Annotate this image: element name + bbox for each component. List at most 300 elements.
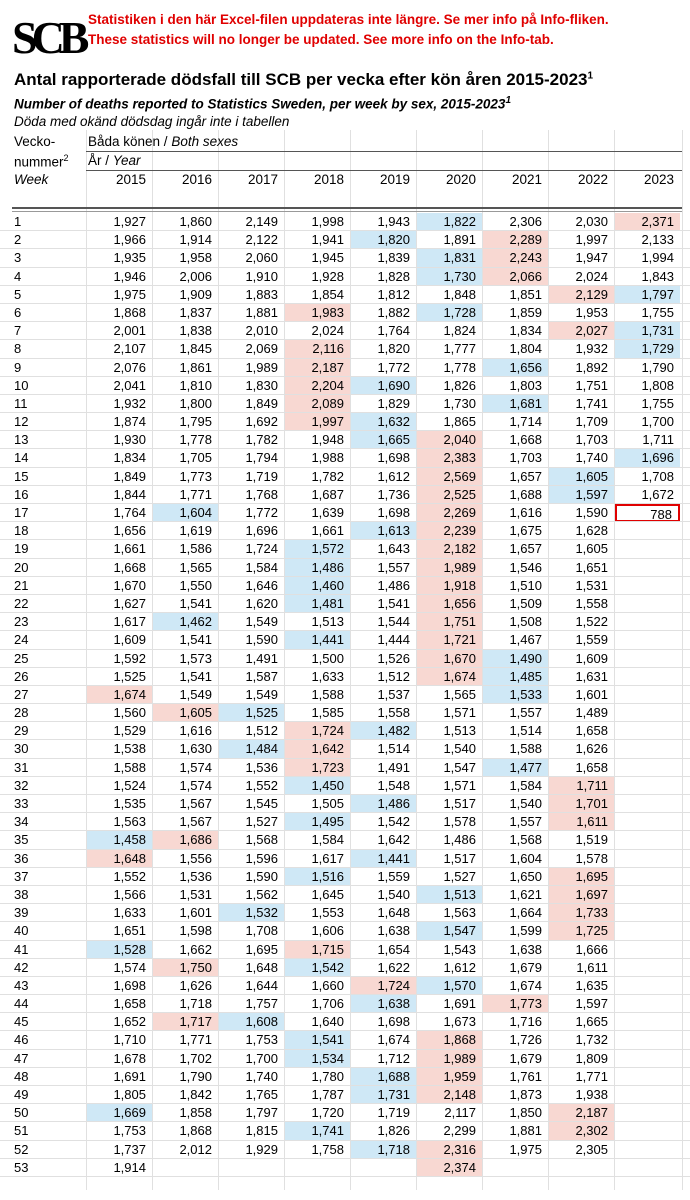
cell-2017: 1,512 — [245, 723, 278, 739]
cell-2016: 1,586 — [179, 541, 212, 557]
cell-2018: 2,024 — [311, 323, 344, 339]
cell-2022: 1,597 — [549, 486, 614, 504]
cell-2023 — [615, 1068, 680, 1086]
cell-2015: 1,661 — [113, 541, 146, 557]
cell-2018: 2,204 — [285, 377, 350, 395]
cell-2017: 1,620 — [245, 595, 278, 611]
cell-2020: 1,517 — [443, 850, 476, 866]
cell-2020: 1,513 — [443, 723, 476, 739]
week-number: 28 — [14, 705, 29, 721]
cell-2016: 1,800 — [179, 395, 212, 411]
table-row — [0, 722, 690, 740]
table-row — [0, 1086, 690, 1104]
cell-2017: 1,532 — [219, 904, 284, 922]
week-number: 31 — [14, 759, 29, 775]
cell-2016: 1,549 — [179, 686, 212, 702]
cell-2016: 1,556 — [179, 850, 212, 866]
cell-2023: 1,696 — [615, 449, 680, 467]
week-number: 14 — [14, 450, 29, 466]
cell-2022: 1,741 — [575, 395, 608, 411]
cell-2016: 1,842 — [179, 1087, 212, 1102]
cell-2021: 1,568 — [509, 832, 542, 848]
table-row — [0, 777, 690, 795]
cell-2022: 1,611 — [576, 959, 608, 975]
cell-2018: 1,486 — [285, 559, 350, 577]
cell-2017: 1,768 — [245, 486, 278, 502]
cell-2018: 1,782 — [311, 468, 344, 484]
cell-2015: 1,935 — [113, 250, 146, 266]
cell-2021: 1,508 — [509, 614, 542, 630]
week-number: 4 — [14, 268, 22, 284]
cell-2017: 1,562 — [245, 886, 278, 902]
cell-2021: 1,514 — [509, 723, 542, 739]
year-header-2023: 2023 — [643, 172, 674, 187]
cell-2022: 1,892 — [575, 359, 608, 375]
cell-2015: 2,107 — [113, 341, 146, 357]
cell-2019: 1,638 — [351, 995, 416, 1013]
week-number: 12 — [14, 414, 29, 430]
cell-2022: 1,590 — [575, 505, 608, 520]
week-number: 23 — [14, 614, 29, 630]
cell-2019: 1,612 — [377, 468, 410, 484]
header-underline — [86, 151, 682, 152]
cell-2023 — [615, 795, 680, 813]
week-number: 36 — [14, 850, 29, 866]
cell-2015: 1,710 — [113, 1032, 146, 1048]
table-row — [0, 704, 690, 722]
table-row — [0, 759, 690, 777]
cell-2015: 1,834 — [113, 450, 146, 466]
table-row — [0, 395, 690, 413]
header-year: År / Year — [88, 153, 141, 168]
cell-2023: 1,672 — [641, 486, 674, 502]
week-number: 52 — [14, 1141, 29, 1157]
cell-2016: 1,605 — [153, 704, 218, 722]
table-row — [0, 904, 690, 922]
cell-2023 — [615, 540, 680, 558]
cell-2021: 1,674 — [509, 977, 542, 993]
cell-2019: 1,544 — [377, 614, 410, 630]
table-row — [0, 1031, 690, 1049]
cell-2023 — [615, 559, 680, 577]
table-row — [0, 868, 690, 886]
cell-2021: 2,243 — [483, 249, 548, 267]
cell-2021: 1,859 — [509, 304, 542, 320]
cell-2023 — [615, 831, 680, 849]
cell-2020: 1,730 — [443, 395, 476, 411]
cell-2018: 2,089 — [285, 395, 350, 413]
cell-2018: 1,983 — [285, 304, 350, 322]
cell-2022: 2,302 — [549, 1122, 614, 1140]
table-row — [0, 304, 690, 322]
week-number: 37 — [14, 868, 29, 884]
cell-2021: 1,975 — [509, 1141, 542, 1157]
cell-2017: 1,484 — [219, 740, 284, 758]
week-number: 16 — [14, 486, 29, 502]
header-rule-2 — [12, 211, 682, 212]
cell-2022: 1,740 — [575, 450, 608, 466]
cell-2023 — [615, 995, 680, 1013]
cell-2021: 1,804 — [509, 341, 542, 357]
cell-2021: 1,485 — [483, 668, 548, 686]
cell-2016: 1,626 — [179, 977, 212, 993]
table-row — [0, 795, 690, 813]
cell-2020: 1,959 — [417, 1068, 482, 1086]
cell-2020: 1,547 — [443, 759, 476, 775]
cell-2022: 1,651 — [575, 559, 608, 575]
week-number: 22 — [14, 595, 29, 611]
table-row — [0, 631, 690, 649]
cell-2017: 1,696 — [245, 523, 278, 539]
cell-2015: 1,538 — [113, 741, 146, 757]
cell-2016: 1,860 — [179, 214, 212, 229]
cell-2019: 1,731 — [351, 1086, 416, 1104]
cell-2021: 1,509 — [509, 595, 542, 611]
week-number: 27 — [14, 686, 29, 702]
cell-2020: 1,918 — [417, 577, 482, 595]
table-row — [0, 359, 690, 377]
cell-2017: 1,708 — [245, 923, 278, 939]
cell-2017: 1,584 — [245, 559, 278, 575]
cell-2015: 1,529 — [113, 723, 146, 739]
cell-2016: 1,567 — [179, 814, 212, 830]
cell-2023 — [615, 577, 680, 595]
cell-2017: 1,590 — [245, 632, 278, 648]
cell-2019: 1,829 — [377, 395, 410, 411]
cell-2021: 1,657 — [509, 541, 542, 557]
cell-2023: 1,755 — [641, 304, 674, 320]
cell-2017: 1,794 — [245, 450, 278, 466]
cell-2022: 1,666 — [575, 941, 608, 957]
cell-2020: 1,674 — [417, 668, 482, 686]
cell-2017: 1,910 — [245, 268, 278, 284]
cell-2019: 1,648 — [377, 905, 410, 921]
cell-2023 — [615, 1050, 680, 1068]
cell-2015: 1,535 — [113, 796, 146, 811]
cell-2020: 1,673 — [443, 1014, 476, 1030]
table-row — [0, 577, 690, 595]
cell-2017: 1,797 — [245, 1105, 278, 1121]
cell-2020: 2,269 — [417, 504, 482, 522]
cell-2017: 1,757 — [245, 996, 278, 1012]
cell-2018: 1,588 — [311, 686, 344, 702]
cell-2019: 1,712 — [377, 1050, 410, 1066]
cell-2016: 1,771 — [179, 1032, 212, 1048]
cell-2015: 1,560 — [113, 705, 146, 721]
cell-2018: 1,617 — [311, 850, 344, 866]
cell-2020: 1,777 — [443, 341, 476, 357]
cell-2017: 1,724 — [245, 541, 278, 557]
cell-2018: 1,758 — [311, 1141, 344, 1157]
year-header-2017: 2017 — [247, 172, 278, 187]
table-row — [0, 1159, 690, 1177]
cell-2021: 1,803 — [509, 377, 542, 393]
cell-2020: 2,374 — [417, 1159, 482, 1177]
cell-2022: 2,024 — [575, 268, 608, 284]
cell-2022: 1,771 — [575, 1068, 608, 1084]
cell-2017: 1,782 — [245, 432, 278, 448]
cell-2020: 1,527 — [443, 868, 476, 884]
cell-2017: 2,149 — [245, 214, 278, 229]
cell-2018: 1,948 — [311, 432, 344, 448]
cell-2023 — [615, 686, 680, 704]
cell-2016: 1,810 — [179, 377, 212, 393]
week-number: 39 — [14, 905, 29, 921]
table-row — [0, 1050, 690, 1068]
week-number: 48 — [14, 1068, 29, 1084]
table-row — [0, 522, 690, 540]
cell-2022: 1,938 — [575, 1087, 608, 1102]
cell-2022: 1,733 — [549, 904, 614, 922]
cell-2017: 1,719 — [245, 468, 278, 484]
cell-2017: 1,695 — [245, 941, 278, 957]
cell-2019: 1,444 — [377, 632, 410, 648]
cell-2016: 1,795 — [179, 414, 212, 430]
week-number: 25 — [14, 650, 29, 666]
cell-2015: 1,932 — [113, 395, 146, 411]
cell-2015: 1,656 — [113, 523, 146, 539]
cell-2017: 1,549 — [245, 614, 278, 630]
cell-2016: 1,531 — [179, 886, 212, 902]
cell-2023 — [615, 1104, 680, 1122]
cell-2021: 1,510 — [509, 577, 542, 593]
cell-2021: 1,650 — [509, 868, 542, 884]
cell-2020: 1,571 — [443, 777, 476, 793]
cell-2017: 1,549 — [245, 686, 278, 702]
cell-2018: 1,928 — [311, 268, 344, 284]
cell-2021: 1,621 — [509, 886, 542, 902]
cell-2018: 1,534 — [285, 1050, 350, 1068]
cell-2023: 1,994 — [641, 250, 674, 266]
cell-2018: 1,513 — [311, 614, 344, 630]
cell-2015: 1,946 — [113, 268, 146, 284]
cell-2023 — [615, 904, 680, 922]
cell-2017: 1,552 — [245, 777, 278, 793]
cell-2016: 1,616 — [179, 723, 212, 739]
week-number: 26 — [14, 668, 29, 684]
cell-2018: 1,720 — [311, 1105, 344, 1121]
cell-2022: 1,611 — [549, 813, 614, 831]
cell-2021: 1,851 — [509, 286, 542, 302]
cell-2019: 1,690 — [351, 377, 416, 395]
cell-2023 — [615, 886, 680, 904]
cell-2022: 1,703 — [575, 432, 608, 448]
cell-2019: 1,642 — [377, 832, 410, 848]
cell-2018: 1,495 — [285, 813, 350, 831]
cell-2019: 1,542 — [377, 814, 410, 830]
page-title: Antal rapporterade dödsfall till SCB per vecka efter kön åren 2015-2023$^1$ — [14, 70, 594, 89]
cell-2015: 1,844 — [113, 486, 146, 502]
header-rule — [12, 207, 682, 209]
cell-2022: 1,531 — [575, 577, 608, 593]
cell-2017: 1,525 — [219, 704, 284, 722]
week-number: 46 — [14, 1032, 29, 1048]
cell-2017: 1,700 — [245, 1050, 278, 1066]
cell-2017: 1,881 — [245, 304, 278, 320]
table-row — [0, 1013, 690, 1031]
cell-2023: 1,700 — [641, 414, 674, 430]
cell-2019: 1,526 — [377, 650, 410, 666]
cell-2023: 1,797 — [615, 286, 680, 304]
cell-2019: 1,698 — [377, 1014, 410, 1030]
cell-2021: 1,584 — [509, 777, 542, 793]
cell-2021: 1,675 — [509, 523, 542, 539]
cell-2018: 1,633 — [311, 668, 344, 684]
cell-2018: 1,584 — [311, 832, 344, 848]
cell-2019: 1,764 — [377, 323, 410, 339]
cell-2018: 1,706 — [311, 996, 344, 1012]
cell-2021: 1,834 — [509, 323, 542, 339]
cell-2017: 1,849 — [245, 395, 278, 411]
cell-2015: 1,737 — [113, 1141, 146, 1157]
cell-2018: 1,997 — [285, 413, 350, 431]
cell-2022: 2,305 — [575, 1141, 608, 1157]
cell-2023 — [615, 1141, 680, 1159]
page-subtitle: Number of deaths reported to Statistics Sweden, per week by sex, 2015-2023$^1$ — [14, 95, 511, 112]
cell-2016: 1,598 — [179, 923, 212, 939]
cell-2016: 1,750 — [153, 959, 218, 977]
cell-2023 — [615, 941, 680, 959]
cell-2020: 1,822 — [417, 213, 482, 231]
cell-2018: 1,585 — [311, 705, 344, 721]
cell-2020: 1,865 — [443, 414, 476, 430]
cell-2017 — [219, 1159, 284, 1177]
cell-2021: 1,681 — [483, 395, 548, 413]
cell-2018 — [285, 1159, 350, 1177]
cell-2020: 1,728 — [417, 304, 482, 322]
cell-2019: 1,632 — [351, 413, 416, 431]
cell-2022: 2,187 — [549, 1104, 614, 1122]
week-number: 19 — [14, 541, 29, 557]
cell-2023: 1,755 — [641, 395, 674, 411]
cell-2015: 1,651 — [113, 923, 146, 939]
notice-en: These statistics will no longer be updated. See more info on the Info-tab. — [88, 32, 554, 47]
cell-2022: 1,597 — [575, 996, 608, 1012]
cell-2020: 1,826 — [443, 377, 476, 393]
cell-2015: 1,966 — [113, 232, 146, 248]
table-note: Döda med okänd dödsdag ingår inte i tabellen — [14, 114, 290, 129]
table-row — [0, 650, 690, 668]
cell-2017: 1,545 — [245, 796, 278, 811]
cell-2023 — [615, 1086, 680, 1104]
cell-2018: 1,500 — [311, 650, 344, 666]
cell-2021 — [483, 1159, 548, 1177]
cell-2020: 2,239 — [417, 522, 482, 540]
cell-2015: 1,648 — [87, 850, 152, 868]
scb-logo: SCB — [12, 12, 84, 63]
cell-2019: 1,638 — [377, 923, 410, 939]
cell-2015: 1,609 — [113, 632, 146, 648]
cell-2022: 1,489 — [575, 705, 608, 721]
cell-2022: 1,605 — [575, 541, 608, 557]
cell-2015: 1,669 — [87, 1104, 152, 1122]
cell-2023 — [615, 613, 680, 631]
cell-2020: 2,040 — [417, 431, 482, 449]
cell-2017: 1,815 — [245, 1123, 278, 1139]
cell-2023 — [615, 722, 680, 740]
cell-2015: 1,927 — [113, 214, 146, 229]
week-number: 34 — [14, 814, 29, 830]
cell-2015: 1,805 — [113, 1087, 146, 1102]
cell-2015: 1,524 — [113, 777, 146, 793]
cell-2016: 2,012 — [179, 1141, 212, 1157]
cell-2015: 1,753 — [113, 1123, 146, 1139]
table-row — [0, 977, 690, 995]
cell-2019: 1,812 — [377, 286, 410, 302]
data-table — [0, 213, 690, 1177]
cell-2020: 1,656 — [417, 595, 482, 613]
cell-2023: 1,790 — [641, 359, 674, 375]
cell-2016: 1,778 — [179, 432, 212, 448]
cell-2020: 2,316 — [417, 1141, 482, 1159]
table-row — [0, 431, 690, 449]
cell-2022: 1,609 — [575, 650, 608, 666]
week-number: 18 — [14, 523, 29, 539]
table-row — [0, 613, 690, 631]
cell-2020: 1,824 — [443, 323, 476, 339]
cell-2022: 1,953 — [575, 304, 608, 320]
cell-2017: 1,740 — [245, 1068, 278, 1084]
table-row — [0, 213, 690, 231]
cell-2019: 1,491 — [377, 759, 410, 775]
cell-2020: 1,989 — [417, 1050, 482, 1068]
cell-2018: 2,187 — [285, 359, 350, 377]
cell-2022: 1,997 — [575, 232, 608, 248]
cell-2022: 1,751 — [575, 377, 608, 393]
cell-2019: 1,839 — [377, 250, 410, 266]
cell-2023 — [615, 522, 680, 540]
year-header-2018: 2018 — [313, 172, 344, 187]
cell-2020: 2,148 — [417, 1086, 482, 1104]
week-number: 51 — [14, 1123, 29, 1139]
table-row — [0, 850, 690, 868]
cell-2016: 1,565 — [179, 559, 212, 575]
cell-2022: 1,665 — [575, 1014, 608, 1030]
cell-2021: 1,850 — [509, 1105, 542, 1121]
cell-2015: 1,652 — [113, 1014, 146, 1030]
cell-2023 — [615, 1122, 680, 1140]
year-header-2020: 2020 — [445, 172, 476, 187]
cell-2015: 1,691 — [113, 1068, 146, 1084]
notice-sv: Statistiken i den här Excel-filen uppdateras inte längre. Se mer info på Info-fliken. — [88, 12, 609, 27]
cell-2023 — [615, 850, 680, 868]
cell-2018: 1,661 — [311, 523, 344, 539]
cell-2015: 1,670 — [113, 577, 146, 593]
cell-2015: 1,566 — [113, 886, 146, 902]
cell-2023 — [615, 650, 680, 668]
cell-2018: 1,542 — [285, 959, 350, 977]
cell-2022: 1,701 — [549, 795, 614, 813]
cell-2019: 1,613 — [351, 522, 416, 540]
cell-2019 — [351, 1159, 416, 1177]
cell-2016: 1,790 — [179, 1068, 212, 1084]
cell-2017: 1,989 — [245, 359, 278, 375]
cell-2022: 1,658 — [575, 759, 608, 775]
cell-2022: 2,030 — [575, 214, 608, 229]
cell-2019: 1,557 — [377, 559, 410, 575]
cell-2018: 1,787 — [311, 1087, 344, 1102]
cell-2021: 1,546 — [509, 559, 542, 575]
cell-2023 — [615, 777, 680, 795]
cell-2015: 1,930 — [113, 432, 146, 448]
cell-2021: 1,873 — [509, 1087, 542, 1102]
cell-2017: 1,646 — [245, 577, 278, 593]
cell-2019: 1,665 — [351, 431, 416, 449]
week-number: 7 — [14, 323, 22, 339]
cell-2017: 1,587 — [245, 668, 278, 684]
cell-2017: 1,527 — [245, 814, 278, 830]
cell-2019: 1,548 — [377, 777, 410, 793]
